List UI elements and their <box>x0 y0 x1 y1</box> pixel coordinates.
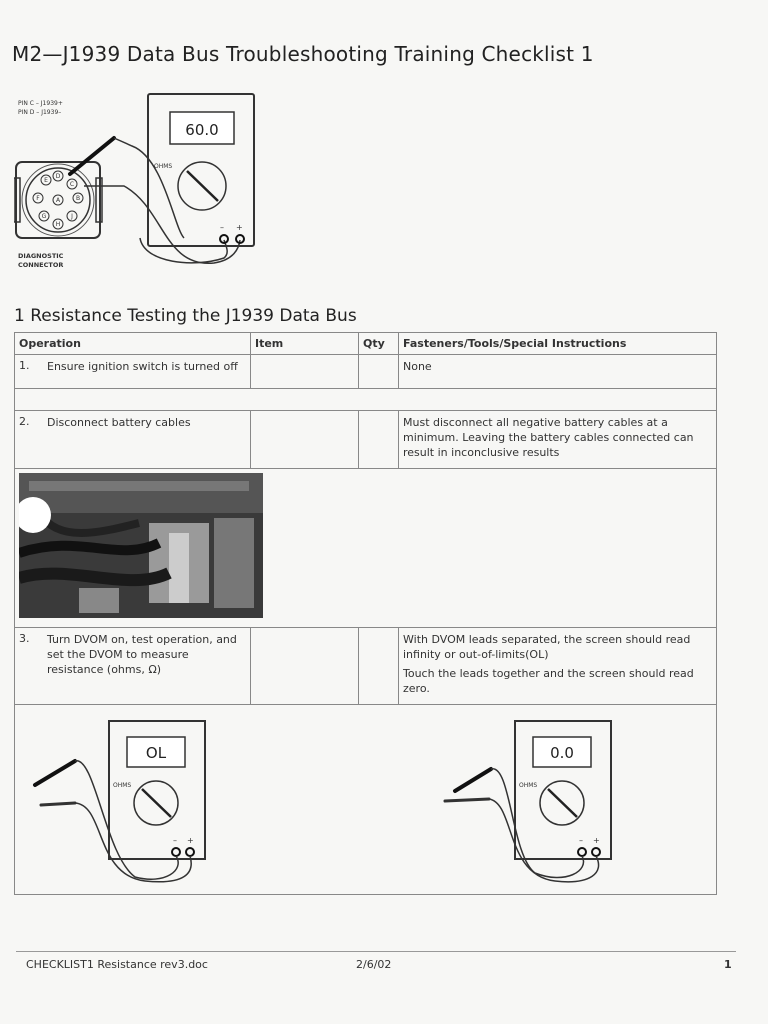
svg-text:+: + <box>593 836 600 845</box>
diagnostic-connector-figure <box>14 88 264 278</box>
connector-label-1: DIAGNOSTIC <box>18 252 64 260</box>
meter-reading-shorted: 0.0 <box>550 744 574 762</box>
svg-text:OHMS: OHMS <box>113 782 132 789</box>
footer-page-number: 1 <box>724 958 732 971</box>
connector-pin-label: H <box>55 221 61 228</box>
multimeter-open-icon <box>35 721 205 882</box>
meter-readings-figure <box>15 705 715 891</box>
section-heading: 1 Resistance Testing the J1939 Data Bus <box>14 306 357 326</box>
spacer-row <box>15 389 717 411</box>
svg-text:–: – <box>579 836 583 845</box>
connector-pin-label: G <box>41 213 47 220</box>
page-title: M2—J1939 Data Bus Troubleshooting Training Checklist 1 <box>12 42 594 66</box>
battery-cables-photo <box>19 473 263 618</box>
pin-d-label: PIN D – J1939– <box>18 109 62 116</box>
footer-rule <box>16 951 736 952</box>
step-note: Touch the leads together and the screen should read zero. <box>403 667 694 695</box>
connector-pin-label: J <box>71 213 73 220</box>
step-qty <box>359 411 399 469</box>
table-header-row <box>15 333 717 355</box>
connector-pin-label: E <box>44 177 48 184</box>
step-item <box>251 355 359 389</box>
step-operation: Turn DVOM on, test operation, and set the DVOM to measure resistance (ohms, Ω) <box>47 633 237 676</box>
step-qty <box>359 355 399 389</box>
svg-text:+: + <box>236 223 243 232</box>
header-item: Item <box>251 333 359 355</box>
header-operation: Operation <box>15 333 251 355</box>
header-qty: Qty <box>359 333 399 355</box>
checklist-table <box>14 332 717 895</box>
step-number: 1. <box>19 359 30 372</box>
svg-text:OHMS: OHMS <box>519 782 538 789</box>
connector-pin-label: B <box>75 195 81 202</box>
ohms-label: OHMS <box>154 163 173 170</box>
footer-filename: CHECKLIST1 Resistance rev3.doc <box>26 958 208 971</box>
connector-pin-label: C <box>69 181 75 188</box>
step-note: None <box>403 360 432 373</box>
table-row <box>15 355 717 389</box>
connector-label-2: CONNECTOR <box>18 261 64 269</box>
meter-reading: 60.0 <box>185 121 219 139</box>
svg-text:–: – <box>220 223 224 232</box>
meters-row <box>15 705 717 895</box>
step-operation: Ensure ignition switch is turned off <box>47 360 238 373</box>
svg-text:+: + <box>187 836 194 845</box>
multimeter-shorted-icon <box>445 721 611 882</box>
meter-reading-open: OL <box>145 744 167 762</box>
pin-c-label: PIN C – J1939+ <box>18 100 63 107</box>
step-number: 3. <box>19 632 30 645</box>
step-number: 2. <box>19 415 30 428</box>
svg-text:–: – <box>173 836 177 845</box>
photo-row <box>15 469 717 628</box>
step-qty <box>359 628 399 705</box>
footer-date: 2/6/02 <box>356 958 392 971</box>
step-item <box>251 628 359 705</box>
connector-pin-label: D <box>55 173 61 180</box>
connector-pin-label: F <box>36 195 40 202</box>
step-operation: Disconnect battery cables <box>47 416 191 429</box>
table-row <box>15 628 717 705</box>
step-item <box>251 411 359 469</box>
step-note: Must disconnect all negative battery cables at a minimum. Leaving the battery cables connected can result in inconclusive results <box>403 416 694 459</box>
connector-pin-label: A <box>55 197 61 204</box>
step-note: With DVOM leads separated, the screen should read infinity or out-of-limits(OL) <box>403 633 691 661</box>
header-notes: Fasteners/Tools/Special Instructions <box>399 333 717 355</box>
table-row <box>15 411 717 469</box>
multimeter-diagram <box>14 88 264 278</box>
